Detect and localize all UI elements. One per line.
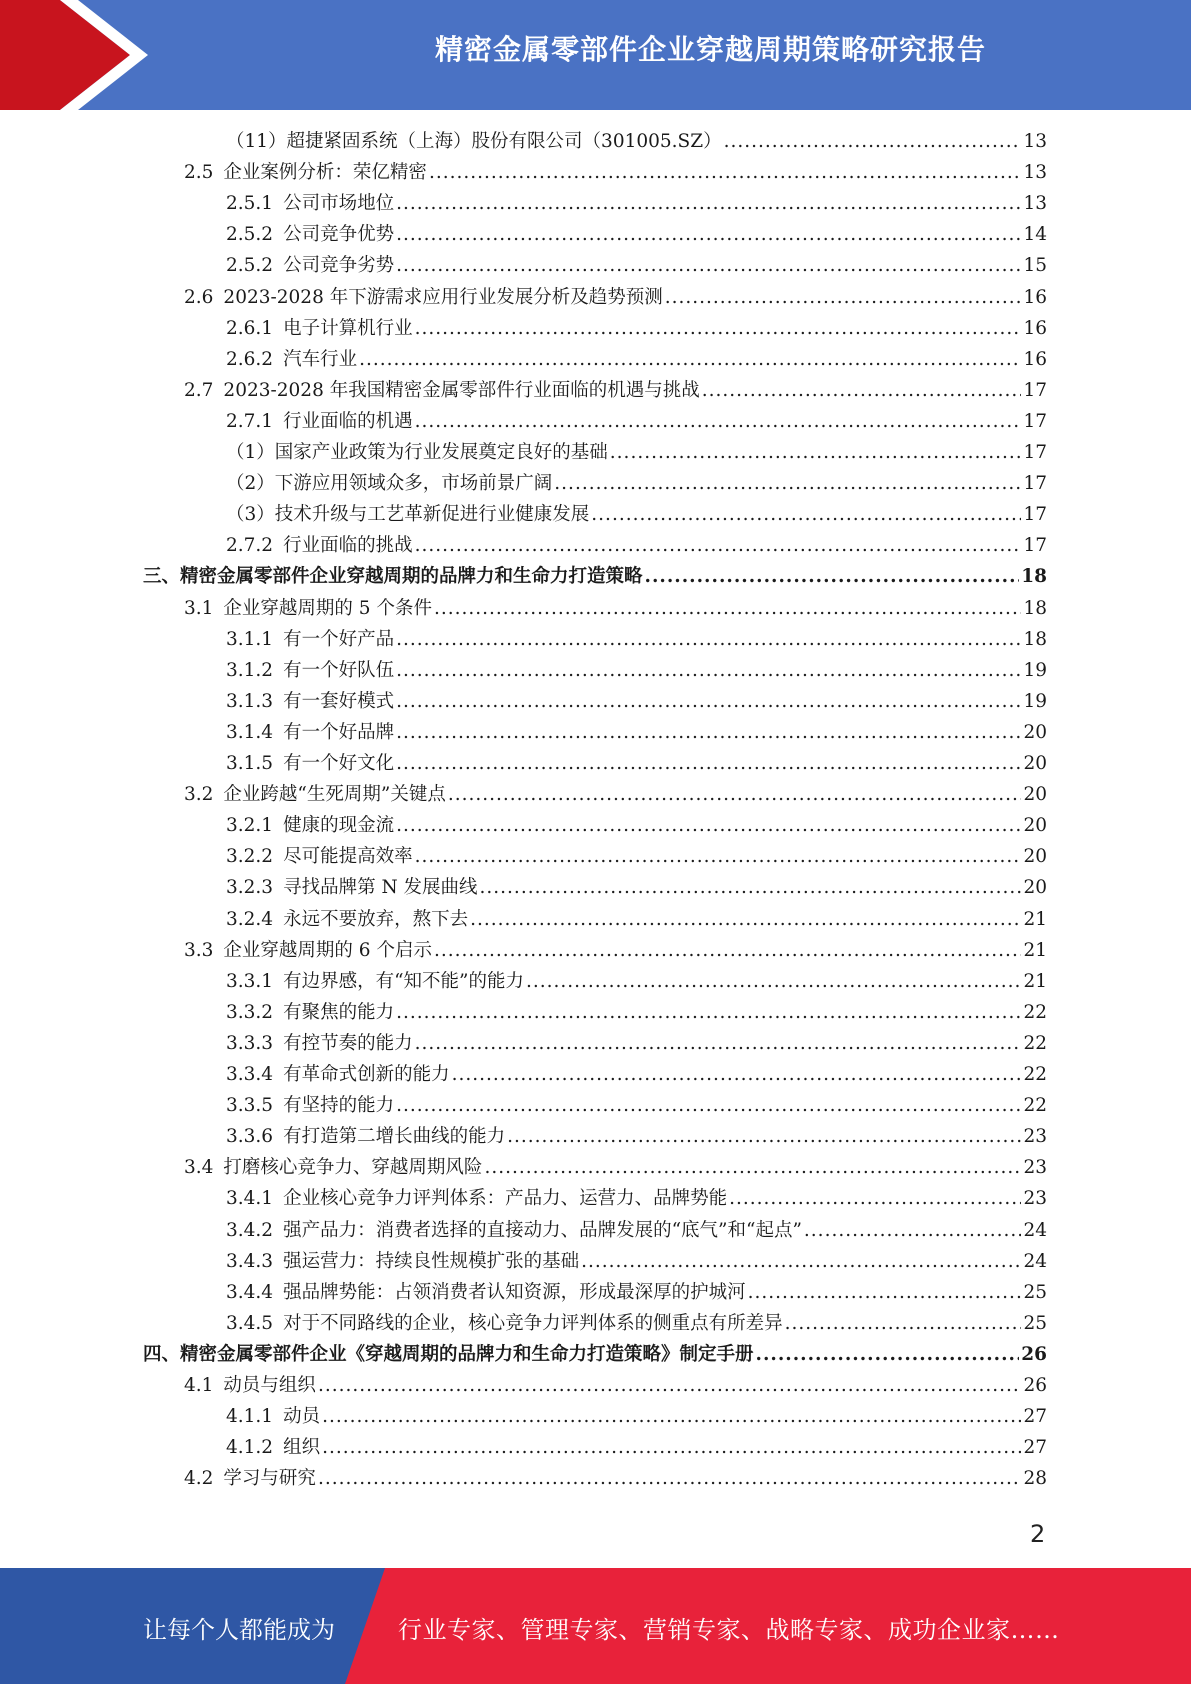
toc-entry-number: 2.7 bbox=[184, 379, 214, 401]
toc-entry-title: 公司市场地位 bbox=[283, 193, 395, 215]
toc-entry-number: 3.1.3 bbox=[226, 690, 274, 712]
toc-leader-dots bbox=[591, 504, 1021, 525]
toc-entry-title: 有聚焦的能力 bbox=[283, 1001, 395, 1023]
toc-entry-number: 3.1.2 bbox=[226, 659, 274, 681]
toc-leader-dots bbox=[581, 1251, 1021, 1272]
toc-entry-number: 2.7.2 bbox=[226, 535, 274, 557]
toc-entry[interactable] bbox=[226, 1029, 1047, 1060]
toc-leader-dots bbox=[396, 1095, 1021, 1116]
toc-entry[interactable] bbox=[184, 376, 1047, 407]
toc-entry-page: 23 bbox=[1023, 1188, 1047, 1210]
toc-entry-page: 21 bbox=[1023, 970, 1047, 992]
toc-entry[interactable] bbox=[226, 718, 1047, 749]
toc-entry-number: 2.5.2 bbox=[226, 224, 274, 246]
toc-leader-dots bbox=[610, 442, 1022, 463]
toc-entry-page: 24 bbox=[1023, 1219, 1047, 1241]
toc-leader-dots bbox=[434, 598, 1021, 619]
toc-entry-title: 打磨核心竞争力、穿越周期风险 bbox=[223, 1157, 483, 1179]
toc-entry-number: 3.3.5 bbox=[226, 1095, 274, 1117]
toc-leader-dots bbox=[396, 224, 1021, 245]
toc-entry[interactable] bbox=[226, 500, 1047, 531]
toc-entry-number: （11） bbox=[226, 131, 287, 152]
toc-leader-dots bbox=[396, 722, 1021, 743]
toc-entry[interactable] bbox=[184, 594, 1047, 625]
toc-entry-number: （3） bbox=[226, 504, 275, 526]
toc-entry[interactable] bbox=[143, 1340, 1047, 1371]
toc-entry-number: 3.3 bbox=[184, 939, 214, 961]
toc-entry-title: 电子计算机行业 bbox=[283, 317, 413, 339]
toc-entry[interactable] bbox=[226, 687, 1047, 718]
toc-entry-number: 3.2.3 bbox=[226, 877, 274, 899]
toc-entry-number: 3.3.2 bbox=[226, 1001, 274, 1023]
toc-entry[interactable] bbox=[226, 842, 1047, 873]
toc-entry-page: 21 bbox=[1023, 908, 1047, 930]
toc-entry-page: 22 bbox=[1023, 1032, 1047, 1054]
toc-entry[interactable] bbox=[226, 656, 1047, 687]
toc-leader-dots bbox=[396, 193, 1021, 214]
toc-leader-dots bbox=[415, 846, 1022, 867]
toc-entry-title: 永远不要放弃，熬下去 bbox=[283, 908, 469, 930]
toc-entry[interactable] bbox=[184, 283, 1047, 314]
toc-entry-title: 企业穿越周期的 5 个条件 bbox=[223, 597, 432, 619]
toc-entry[interactable] bbox=[184, 1153, 1047, 1184]
toc-entry-title: 企业案例分析：荣亿精密 bbox=[223, 162, 427, 184]
toc-entry[interactable] bbox=[226, 407, 1047, 438]
toc-entry-page: 24 bbox=[1023, 1250, 1047, 1272]
toc-entry-title: 有边界感，有“知不能”的能力 bbox=[283, 970, 524, 992]
toc-entry-page: 20 bbox=[1023, 815, 1047, 837]
toc-entry-title: 有一个好文化 bbox=[283, 753, 395, 774]
toc-entry-title: 尽可能提高效率 bbox=[283, 846, 413, 868]
toc-entry[interactable] bbox=[184, 780, 1047, 811]
toc-entry[interactable] bbox=[226, 1309, 1047, 1340]
toc-entry-page: 19 bbox=[1023, 659, 1047, 681]
toc-entry-title: 下游应用领域众多，市场前景广阔 bbox=[274, 473, 553, 495]
toc-leader-dots bbox=[415, 318, 1022, 339]
toc-entry-page: 20 bbox=[1023, 877, 1047, 899]
toc-entry[interactable] bbox=[226, 127, 1047, 158]
toc-entry-page: 20 bbox=[1023, 784, 1047, 806]
toc-entry[interactable] bbox=[226, 1060, 1047, 1091]
toc-leader-dots bbox=[554, 473, 1021, 494]
toc-entry-number: 3.3.4 bbox=[226, 1064, 274, 1085]
toc-entry[interactable] bbox=[226, 469, 1047, 500]
toc-leader-dots bbox=[756, 1344, 1020, 1365]
toc-entry[interactable] bbox=[226, 189, 1047, 220]
toc-entry-title: 行业面临的挑战 bbox=[283, 535, 413, 557]
footer-slogan-right: 行业专家、管理专家、营销专家、战略专家、成功企业家…… bbox=[398, 1616, 1060, 1644]
toc-entry-page: 16 bbox=[1023, 348, 1047, 370]
toc-entry-page: 16 bbox=[1023, 286, 1047, 308]
toc-entry-number: 四、 bbox=[143, 1343, 181, 1365]
toc-entry-number: 3.4.3 bbox=[226, 1250, 274, 1272]
toc-entry-page: 17 bbox=[1023, 535, 1047, 557]
toc-entry[interactable] bbox=[226, 1402, 1047, 1433]
toc-leader-dots bbox=[645, 566, 1020, 587]
toc-entry-page: 17 bbox=[1023, 473, 1047, 495]
toc-entry-title: 公司竞争劣势 bbox=[283, 255, 395, 277]
toc-entry[interactable] bbox=[184, 158, 1047, 189]
toc-leader-dots bbox=[396, 1002, 1021, 1023]
toc-entry[interactable] bbox=[226, 251, 1047, 282]
toc-entry-number: 3.1.1 bbox=[226, 628, 274, 650]
footer-slogan-left: 让每个人都能成为 bbox=[143, 1616, 335, 1644]
toc-leader-dots bbox=[396, 255, 1021, 276]
page-header bbox=[0, 0, 1191, 110]
toc-entry-number: （2） bbox=[226, 473, 275, 495]
toc-entry-number: 3.1.4 bbox=[226, 721, 274, 743]
report-title: 精密金属零部件企业穿越周期策略研究报告 bbox=[434, 33, 986, 66]
toc-entry[interactable] bbox=[226, 1278, 1047, 1309]
toc-entry-title: 强产品力：消费者选择的直接动力、品牌发展的“底气”和“起点” bbox=[283, 1219, 802, 1241]
toc-entry-number: 三、 bbox=[143, 566, 181, 588]
toc-entry-title: 强运营力：持续良性规模扩张的基础 bbox=[283, 1250, 580, 1272]
toc-entry-number: 2.5 bbox=[184, 162, 214, 184]
toc-leader-dots bbox=[396, 691, 1021, 712]
toc-entry-page: 22 bbox=[1023, 1095, 1047, 1117]
toc-entry-page: 22 bbox=[1023, 1064, 1047, 1085]
toc-entry-page: 21 bbox=[1023, 939, 1047, 961]
toc-entry-page: 25 bbox=[1023, 1281, 1047, 1303]
toc-leader-dots bbox=[785, 1313, 1022, 1334]
toc-entry[interactable] bbox=[184, 1371, 1047, 1402]
toc-entry-title: 汽车行业 bbox=[283, 348, 358, 370]
toc-leader-dots bbox=[318, 1468, 1022, 1489]
toc-leader-dots bbox=[804, 1220, 1022, 1241]
toc-entry-page: 13 bbox=[1023, 193, 1047, 215]
toc-leader-dots bbox=[434, 940, 1021, 961]
toc-leader-dots bbox=[396, 753, 1021, 774]
toc-entry-title: 国家产业政策为行业发展奠定良好的基础 bbox=[274, 442, 608, 463]
toc-entry-title: 寻找品牌第 N 发展曲线 bbox=[283, 877, 478, 899]
toc-entry-number: 4.1 bbox=[184, 1375, 214, 1396]
toc-entry-page: 14 bbox=[1023, 224, 1047, 246]
toc-entry-page: 20 bbox=[1023, 721, 1047, 743]
toc-entry-page: 27 bbox=[1023, 1437, 1047, 1459]
toc-entry-title: 企业穿越周期的 6 个启示 bbox=[223, 939, 432, 961]
toc-entry[interactable] bbox=[184, 1464, 1047, 1495]
toc-leader-dots bbox=[507, 1126, 1021, 1147]
toc-entry-number: 2.5.2 bbox=[226, 255, 274, 277]
toc-entry-number: 2.6 bbox=[184, 286, 214, 308]
toc-entry-page: 17 bbox=[1023, 379, 1047, 401]
toc-entry-title: 对于不同路线的企业，核心竞争力评判体系的侧重点有所差异 bbox=[283, 1312, 783, 1334]
toc-entry-number: 3.2.1 bbox=[226, 815, 274, 837]
toc-entry-page: 17 bbox=[1023, 410, 1047, 432]
toc-entry-number: （1） bbox=[226, 442, 275, 463]
toc-leader-dots bbox=[396, 629, 1021, 650]
toc-entry-title: 组织 bbox=[283, 1437, 321, 1459]
toc-entry-title: 公司竞争优势 bbox=[283, 224, 395, 246]
toc-entry-number: 3.2.4 bbox=[226, 908, 274, 930]
toc-entry-title: 超捷紧固系统（上海）股份有限公司（301005.SZ） bbox=[286, 131, 722, 152]
toc-leader-dots bbox=[318, 1375, 1022, 1396]
toc-entry-number: 2.6.1 bbox=[226, 317, 274, 339]
toc-entry-title: 行业面临的机遇 bbox=[283, 410, 413, 432]
toc-leader-dots bbox=[359, 349, 1021, 370]
toc-entry-page: 17 bbox=[1023, 504, 1047, 526]
toc-entry[interactable] bbox=[226, 1091, 1047, 1122]
toc-entry-number: 4.1.1 bbox=[226, 1406, 274, 1428]
toc-entry-page: 25 bbox=[1023, 1312, 1047, 1334]
toc-entry-page: 16 bbox=[1023, 317, 1047, 339]
toc-entry-page: 26 bbox=[1023, 1375, 1047, 1396]
toc-leader-dots bbox=[396, 660, 1021, 681]
toc-entry-page: 28 bbox=[1023, 1468, 1047, 1490]
toc-entry-title: 2023-2028 年我国精密金属零部件行业面临的机遇与挑战 bbox=[223, 379, 700, 401]
toc-entry[interactable] bbox=[226, 345, 1047, 376]
toc-entry-number: 3.4.4 bbox=[226, 1281, 274, 1303]
toc-entry-number: 3.3.3 bbox=[226, 1032, 274, 1054]
toc-entry[interactable] bbox=[143, 562, 1047, 593]
toc-entry-number: 3.1.5 bbox=[226, 753, 274, 774]
toc-entry-page: 18 bbox=[1023, 597, 1047, 619]
toc-entry-page: 17 bbox=[1023, 442, 1047, 463]
toc-entry-page: 27 bbox=[1023, 1406, 1047, 1428]
toc-entry-title: 有一个好队伍 bbox=[283, 659, 395, 681]
toc-entry-title: 企业核心竞争力评判体系：产品力、运营力、品牌势能 bbox=[283, 1188, 728, 1210]
toc-entry-title: 精密金属零部件企业《穿越周期的品牌力和生命力打造策略》制定手册 bbox=[180, 1343, 754, 1365]
toc-entry-number: 3.4.5 bbox=[226, 1312, 274, 1334]
toc-leader-dots bbox=[396, 815, 1021, 836]
page-number: 2 bbox=[1030, 1520, 1046, 1548]
toc-entry[interactable] bbox=[226, 1247, 1047, 1278]
toc-entry[interactable] bbox=[226, 905, 1047, 936]
toc-leader-dots bbox=[480, 877, 1022, 898]
toc-entry[interactable] bbox=[226, 967, 1047, 998]
toc-entry-number: 3.4 bbox=[184, 1157, 214, 1179]
toc-entry-title: 有一套好模式 bbox=[283, 690, 395, 712]
toc-entry-title: 有控节奏的能力 bbox=[283, 1032, 413, 1054]
toc-entry-page: 13 bbox=[1023, 131, 1047, 152]
toc-entry-number: 3.1 bbox=[184, 597, 214, 619]
toc-leader-dots bbox=[724, 131, 1022, 152]
toc-leader-dots bbox=[415, 411, 1022, 432]
toc-leader-dots bbox=[702, 380, 1022, 401]
toc-entry[interactable] bbox=[226, 1184, 1047, 1215]
toc-entry-title: 动员与组织 bbox=[223, 1375, 316, 1396]
toc-entry-number: 3.4.2 bbox=[226, 1219, 274, 1241]
toc-entry-number: 3.3.6 bbox=[226, 1126, 274, 1148]
toc-leader-dots bbox=[729, 1188, 1021, 1209]
toc-leader-dots bbox=[526, 971, 1021, 992]
toc-entry[interactable] bbox=[226, 811, 1047, 842]
toc-entry-page: 23 bbox=[1023, 1126, 1047, 1148]
toc-entry-page: 18 bbox=[1021, 566, 1047, 588]
toc-entry[interactable] bbox=[226, 749, 1047, 780]
toc-entry-title: 有一个好品牌 bbox=[283, 721, 395, 743]
toc-entry-number: 3.3.1 bbox=[226, 970, 274, 992]
toc-leader-dots bbox=[322, 1406, 1021, 1427]
toc-entry-page: 20 bbox=[1023, 753, 1047, 774]
toc-entry-title: 2023-2028 年下游需求应用行业发展分析及趋势预测 bbox=[223, 286, 663, 308]
toc-entry-page: 26 bbox=[1021, 1343, 1047, 1365]
toc-leader-dots bbox=[470, 909, 1021, 930]
toc-entry[interactable] bbox=[226, 873, 1047, 904]
toc-entry-number: 4.2 bbox=[184, 1468, 214, 1490]
toc-entry[interactable] bbox=[226, 998, 1047, 1029]
toc-entry[interactable] bbox=[226, 1433, 1047, 1464]
toc-entry-title: 技术升级与工艺革新促进行业健康发展 bbox=[274, 504, 590, 526]
toc-entry-title: 有坚持的能力 bbox=[283, 1095, 395, 1117]
toc-leader-dots bbox=[748, 1282, 1022, 1303]
toc-leader-dots bbox=[452, 1064, 1022, 1085]
toc-entry-number: 4.1.2 bbox=[226, 1437, 274, 1459]
toc-entry-title: 强品牌势能：占领消费者认知资源，形成最深厚的护城河 bbox=[283, 1281, 746, 1303]
toc-entry-page: 23 bbox=[1023, 1157, 1047, 1179]
toc-leader-dots bbox=[415, 535, 1022, 556]
toc-entry-number: 2.5.1 bbox=[226, 193, 274, 215]
toc-entry[interactable] bbox=[226, 1216, 1047, 1247]
toc-entry-title: 有一个好产品 bbox=[283, 628, 395, 650]
toc-entry-title: 企业跨越“生死周期”关键点 bbox=[223, 784, 446, 806]
toc-entry-number: 3.2.2 bbox=[226, 846, 274, 868]
toc-entry-title: 健康的现金流 bbox=[283, 815, 395, 837]
toc-leader-dots bbox=[484, 1157, 1021, 1178]
toc-entry-title: 动员 bbox=[283, 1406, 321, 1428]
toc-entry-title: 学习与研究 bbox=[223, 1468, 316, 1490]
toc-entry-number: 3.2 bbox=[184, 784, 214, 806]
toc-leader-dots bbox=[448, 784, 1022, 805]
toc-entry-title: 有打造第二增长曲线的能力 bbox=[283, 1126, 506, 1148]
toc-entry[interactable] bbox=[226, 438, 1047, 469]
toc-entry-number: 3.4.1 bbox=[226, 1188, 274, 1210]
toc-entry[interactable] bbox=[226, 625, 1047, 656]
toc-entry-page: 20 bbox=[1023, 846, 1047, 868]
toc-entry[interactable] bbox=[226, 314, 1047, 345]
toc-entry[interactable] bbox=[226, 220, 1047, 251]
toc-entry[interactable] bbox=[184, 936, 1047, 967]
toc-leader-dots bbox=[429, 162, 1022, 183]
toc-leader-dots bbox=[415, 1033, 1022, 1054]
toc-entry-title: 精密金属零部件企业穿越周期的品牌力和生命力打造策略 bbox=[180, 566, 643, 588]
toc-entry[interactable] bbox=[226, 1122, 1047, 1153]
toc-entry-number: 2.6.2 bbox=[226, 348, 274, 370]
page-footer bbox=[0, 1568, 1191, 1684]
toc-leader-dots bbox=[322, 1437, 1021, 1458]
toc-entry-page: 18 bbox=[1023, 628, 1047, 650]
toc-entry-page: 19 bbox=[1023, 690, 1047, 712]
toc-entry-page: 13 bbox=[1023, 162, 1047, 184]
toc-entry-page: 15 bbox=[1023, 255, 1047, 277]
toc-entry-page: 22 bbox=[1023, 1001, 1047, 1023]
toc-entry[interactable] bbox=[226, 531, 1047, 562]
toc-entry-number: 2.7.1 bbox=[226, 410, 274, 432]
toc-entry-title: 有革命式创新的能力 bbox=[283, 1064, 450, 1085]
toc-leader-dots bbox=[665, 287, 1022, 308]
